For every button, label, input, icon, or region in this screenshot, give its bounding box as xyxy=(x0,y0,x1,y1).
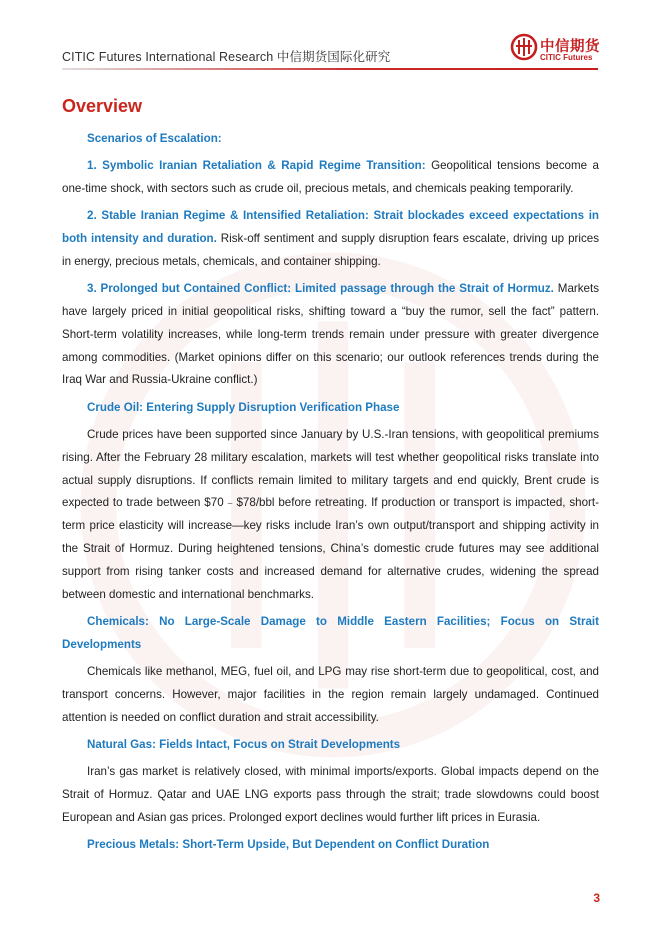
crude-heading xyxy=(62,397,599,420)
scenario-1-body: Geopolitical tensions become a one-time shock, with sectors such as crude oil, precious metals, and chemicals peaking temporarily. xyxy=(62,159,599,196)
crude-heading-text: Crude Oil: Entering Supply Disruption Verification Phase xyxy=(87,400,400,414)
chemicals-paragraph: Chemicals like methanol, MEG, fuel oil, and LPG may rise short-term due to geopolitical, cost, and transport concerns. However, major facilities in the region remain largely undamaged. Continued attention is needed on conflict duration and strait accessibility. xyxy=(62,665,599,724)
natgas-paragraph: Iran’s gas market is relatively closed, with minimal imports/exports. Global impacts depend on the Strait of Hormuz. Qatar and UAE LNG exports pass through the strait; trade slowdowns could boost European and Asian gas prices. Prolonged export declines would further lift prices in Eurasia. xyxy=(62,765,599,824)
natgas-heading xyxy=(62,734,599,757)
page-header xyxy=(0,0,662,78)
metals-heading xyxy=(62,834,599,857)
logo-chinese-name: 中信期货 xyxy=(540,39,600,55)
scenario-3-paragraph xyxy=(62,278,599,392)
chemicals-heading xyxy=(62,611,599,657)
header-title: CITIC Futures International Research 中信期货国际化研究 xyxy=(62,50,391,64)
natgas-heading-text: Natural Gas: Fields Intact, Focus on Strait Developments xyxy=(87,737,401,751)
metals-heading-text: Precious Metals: Short-Term Upside, But Dependent on Conflict Duration xyxy=(87,838,490,852)
main-content xyxy=(62,94,599,861)
scenario-1-lead: 1. Symbolic Iranian Retaliation & Rapid Regime Transition: xyxy=(87,159,426,173)
scenario-1-paragraph xyxy=(62,155,599,201)
page-number: 3 xyxy=(593,891,600,905)
header-divider xyxy=(62,68,598,70)
chemicals-heading-text: Chemicals: No Large-Scale Damage to Middle Eastern Facilities; Focus on Strait Developments xyxy=(62,614,599,651)
logo-english-name: CITIC Futures xyxy=(540,53,593,62)
scenario-3-body: Markets have largely priced in initial geopolitical risks, shifting toward a “buy the rumor, sell the fact” pattern. Short-term volatility increases, while long-term trends remain under pressure with greater divergence among commodities. (Market opinions differ on this scenario; our outlook references trends during the Iraq War and Russia-Ukraine conflict.) xyxy=(62,282,600,387)
scenarios-heading xyxy=(62,128,599,151)
crude-paragraph: Crude prices have been supported since January by U.S.-Iran tensions, with geopolitical premiums rising. After the February 28 military escalation, markets will test whether geopolitical risks translate into actual supply disruptions. If conflicts remain limited to military targets and end quickly, Brent crude is expected to trade between $70﹣$78/bbl before retreating. If production or transport is impacted, short-term price elasticity will increase—key risks include Iran’s own output/transport and shipping activity in the Strait of Hormuz. During heightened tensions, China’s domestic crude futures may see additional support from rising tanker costs and increased demand for alternative crudes, widening the spread between domestic and international benchmarks. xyxy=(62,428,599,601)
citic-emblem-icon xyxy=(510,33,538,61)
citic-logo xyxy=(510,33,602,65)
scenarios-heading-text: Scenarios of Escalation: xyxy=(87,132,222,145)
scenario-2-lead: 2. Stable Iranian Regime & Intensified Retaliation: Strait blockades exceed expectations in both intensity and duration. xyxy=(62,209,599,246)
scenario-2-paragraph xyxy=(62,205,599,273)
scenario-2-body: Risk-off sentiment and supply disruption fears escalate, driving up prices in energy, precious metals, chemicals, and container shipping. xyxy=(62,232,599,268)
scenario-3-lead: 3. Prolonged but Contained Conflict: Limited passage through the Strait of Hormuz. xyxy=(87,282,554,296)
page-title: Overview xyxy=(62,96,143,116)
